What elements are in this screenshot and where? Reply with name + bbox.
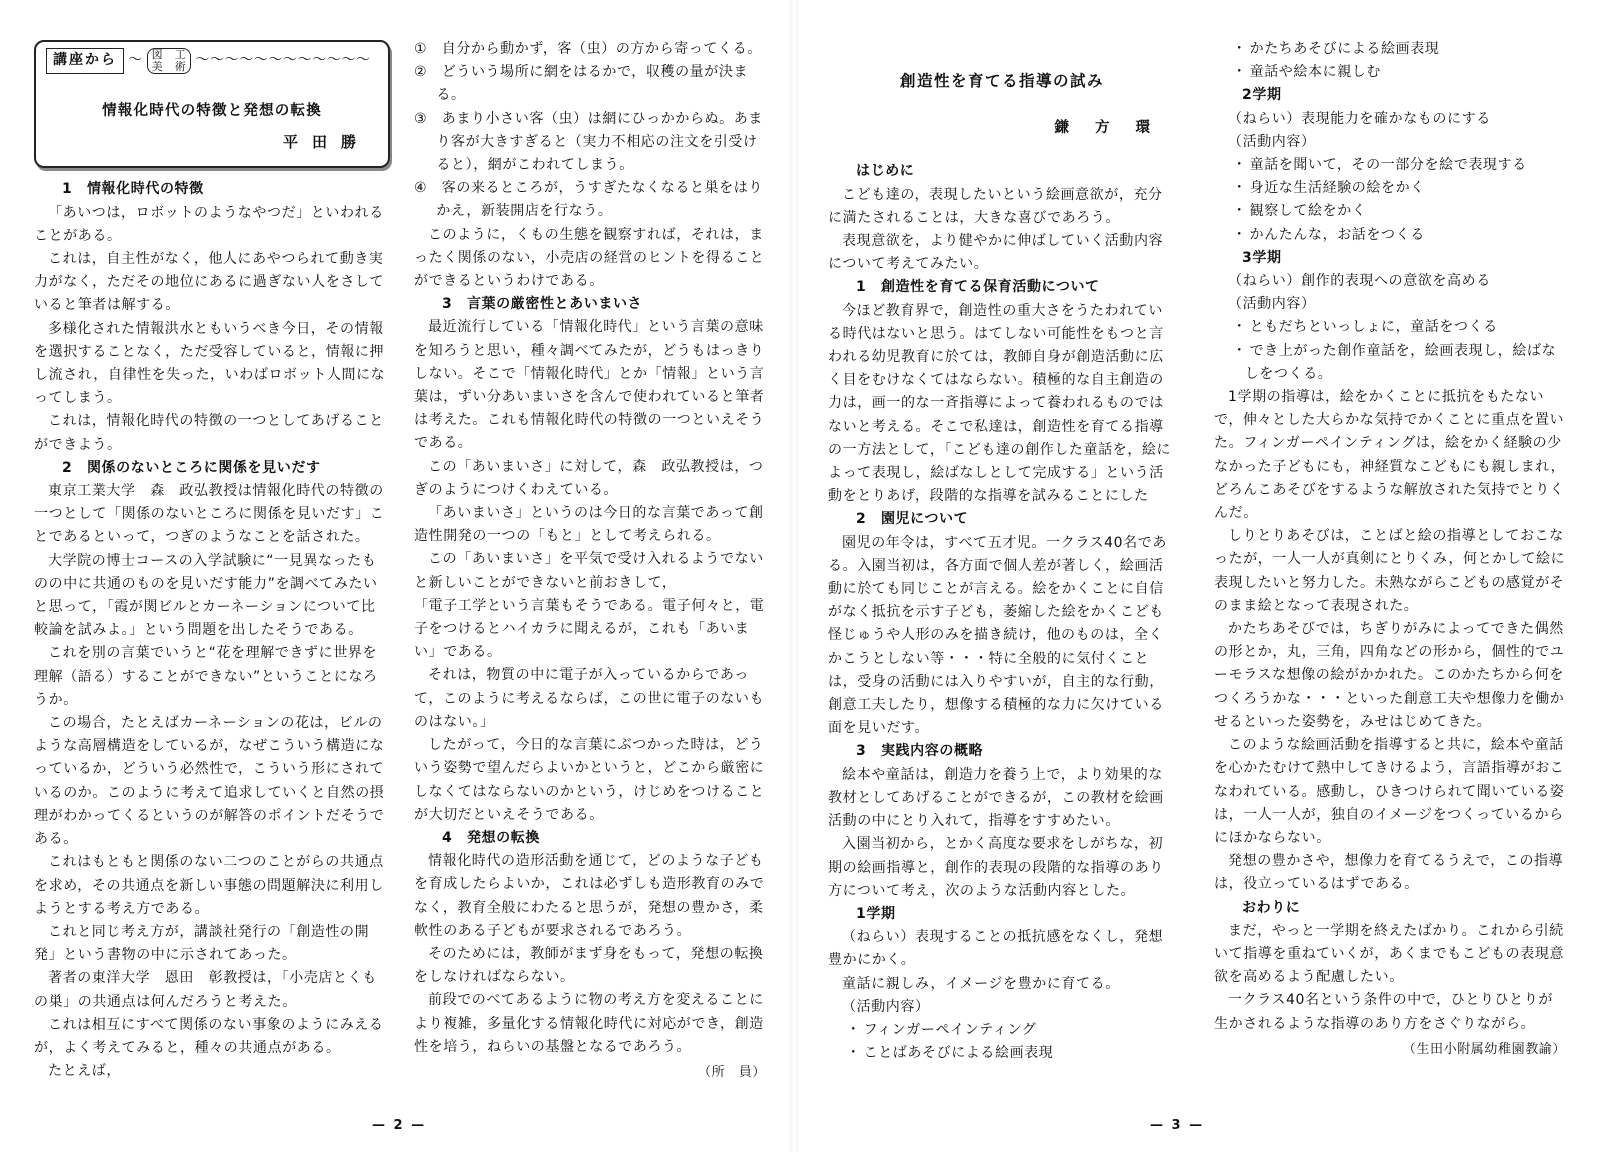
section-heading: 3 言葉の厳密性とあいまいさ <box>442 296 643 313</box>
paragraph: 大学院の博士コースの入学試験に“一見異なったものの中に共通のものを見いだす能力”を調べてみたいと思って，「霞が関ビルとカーネーションについて比較論を試みよ。」という問題を出したそうである。 <box>34 552 378 639</box>
article-body <box>828 160 1176 1065</box>
course-header <box>46 48 378 74</box>
paragraph: 表現意欲を，より健やかに伸ばしていく活動内容について考えてみたい。 <box>828 233 1164 273</box>
section-heading: はじめに <box>856 163 915 180</box>
paragraph: 著者の東洋大学 恩田 彰教授は，「小売店とくもの巣」の共通点は何んだろうと考えた。 <box>34 970 377 1010</box>
page-gutter <box>790 0 798 1152</box>
paragraph: 「あいつは，ロボットのようなやつだ」といわれることがある。 <box>34 204 384 244</box>
term-heading: 2学期 <box>1242 87 1282 104</box>
paragraph: 一クラス40名という条件の中で，ひとりひとりが生かされるような指導のあり方をさぐりながら。 <box>1214 992 1553 1032</box>
paragraph: （ねらい）創作的表現への意欲を高める <box>1228 273 1491 290</box>
section-heading: 1 創造性を育てる保育活動について <box>856 279 1100 296</box>
paragraph: これと同じ考え方が，講談社発行の「創造性の開発」という書物の中に示されてあった。 <box>34 923 370 964</box>
paragraph: 東京工業大学 森 政弘教授は情報化時代の特徴の一つとして「関係のないところに関係を見いだす」ことであるといって，つぎのようなことを話された。 <box>34 483 385 546</box>
paragraph: 童話に親しみ，イメージを豊かに育てる。 <box>842 975 1120 992</box>
paragraph: 園児の年令は，すべて五才児。一クラス40名である。入園当初は，各方面で個人差が著しく，絵画活動に於ても同じことが言える。絵をかくことに自信がなく抵抗を示す子ども，萎縮した絵をかくこども怪じゅうや人形のみを描き続け，他のものは，全くかこうとしない等・・・特に全般的に気付くことは，受身の活動には入りやすいが，自主的な行動，創意工夫したり，想像する積極的な力に欠けている面を見いだす。 <box>828 534 1167 737</box>
paragraph: かたちあそびでは，ちぎりがみによってできた偶然の形とか，丸，三角，四角などの形から，個性的でユーモラスな想像の絵がかかれた。このかたちから何をつくろうかな・・・といった創意工夫や想像力を働かせるといった姿勢を，みせはじめてきた。 <box>1214 621 1565 730</box>
page-number-right: — 3 — <box>1150 1118 1205 1133</box>
paragraph: （活動内容） <box>1228 296 1316 313</box>
article-title: 創造性を育てる指導の試み <box>899 72 1104 90</box>
numbered-item: ① 自分から動かず，客（虫）の方から寄ってくる。 <box>414 41 762 57</box>
article-author: 平田勝 <box>282 133 370 152</box>
section-heading: おわりに <box>1242 899 1301 916</box>
section-heading: 2 関係のないところに関係を見いだす <box>62 459 321 476</box>
page2-column1 <box>34 38 390 1083</box>
author-affiliation: （所 員） <box>697 1064 766 1080</box>
article-body <box>1214 38 1566 1036</box>
subject-badge <box>147 48 192 74</box>
paragraph: これは，情報化時代の特徴の一つとしてあげることができよう。 <box>34 413 384 453</box>
paragraph: この「あいまいさ」に対して，森 政弘教授は，つぎのようにつけくわえている。 <box>414 458 764 498</box>
paragraph: 入園当初から，とかく高度な要求をしがちな，初期の絵画指導と，創作的表現の段階的な指導のあり方について考え，次のような活動内容とした。 <box>828 836 1164 899</box>
page-number-left: — 2 — <box>372 1118 427 1133</box>
article-body <box>34 178 390 1083</box>
page2-column2 <box>414 38 766 1084</box>
paragraph: この「あいまいさ」を平気で受け入れるようでないと新しいことができないと前おきして， <box>414 551 764 591</box>
article-author: 鎌方環 <box>1054 120 1176 137</box>
bullet-item: ・ フィンガーペインティング <box>828 1019 1176 1042</box>
paragraph: 最近流行している「情報化時代」という言葉の意味を知ろうと思い，種々調べてみたが，どうもはっきりしない。そこで「情報化時代」とか「情報」という言葉は，ずい分あいまいさを含んで使われていると筆者は考えた。これも情報化時代の特徴の一つといえそうである。 <box>414 319 765 452</box>
paragraph: これは，自主性がなく，他人にあやつられて動き実力がなく，ただその地位にあるに過ぎない人をさしていると筆者は解する。 <box>34 251 385 314</box>
course-tag: 講座から <box>46 48 124 73</box>
paragraph: 情報化時代の造形活動を通じて，どのような子どもを育成したらよいか，これは必ずしも造形教育のみでなく，教育全般にわたると思うが，発想の豊かさ，柔軟性のある子どもが要求されるであろう。 <box>414 853 765 939</box>
paragraph: こども達の，表現したいという絵画意欲が，充分に満たされることは，大きな喜びであろう。 <box>828 186 1163 226</box>
paragraph: これはもともと関係のない二つのことがらの共通点を求め，その共通点を新しい事態の問題解決に利用しようとする考え方である。 <box>34 854 384 917</box>
paragraph: （活動内容） <box>842 998 930 1015</box>
paragraph: 発想の豊かさや，想像力を育てるうえで，この指導は，役立っているはずである。 <box>1214 853 1564 893</box>
paragraph: しりとりあそびは，ことばと絵の指導としておこなったが，一人一人が真剣にとりくみ，何とかして絵に表現したいと努力した。未熟ながらこどもの感覚がそのまま絵となって表現された。 <box>1214 528 1566 614</box>
bullet-item: ・ 童話や絵本に親しむ <box>1214 61 1566 84</box>
paragraph: そのためには，教師がまず身をもって，発想の転換をしなければならない。 <box>414 945 764 986</box>
page3-column1 <box>828 38 1176 1065</box>
bullet-item: ・ かんたんな，お話をつくる <box>1214 224 1566 247</box>
article-header-box <box>34 40 390 168</box>
section-heading: 4 発想の転換 <box>442 829 540 846</box>
paragraph: （活動内容） <box>1228 133 1316 150</box>
bullet-item: ・ かたちあそびによる絵画表現 <box>1214 38 1566 61</box>
bullet-item: ・ ともだちといっしょに，童話をつくる <box>1214 316 1566 339</box>
paragraph: 「あいまいさ」というのは今日的な言葉であって創造性開発の一つの「もと」として考えられる。 <box>414 505 764 545</box>
article-body <box>414 38 766 1059</box>
numbered-item: ④ 客の来るところが，うすぎたなくなると巣をはりかえ，新装開店を行なう。 <box>414 180 763 220</box>
subject-bottom: 美 術 <box>151 60 187 73</box>
paragraph: 今ほど教育界で，創造性の重大さをうたわれている時代はないと思う。はてしない可能性をもつと言われる幼児教育に於ては，教師自身が創造活動に広く目をむけなくてはならない。積極的な自主創造の力は，画一的な一斉指導によって養われるものではないと考える。そこで私達は，創造性を育てる指導の一方法として，「こども達の創作した童話を，絵によって表現し，絵ばなしとして完成する」という活動をとりあげ，段階的な指導を試みることにした <box>828 302 1172 505</box>
wave-line-icon: 〜〜〜〜〜〜〜〜〜〜〜〜 <box>195 52 371 69</box>
paragraph: 1学期の指導は，絵をかくことに抵抗をもたないで，伸々とした大らかな気持でかくことに重点を置いた。フィンガーペインティングは，絵をかく経験の少なかった子どもにも，神経質なこどもにも親しまれ，どろんこあそびをするような解放された気持でとりくんだ。 <box>1214 389 1566 522</box>
numbered-item: ② どういう場所に網をはるかで，収穫の量が決まる。 <box>414 64 749 104</box>
bullet-item: ・ 身近な生活経験の絵をかく <box>1214 177 1566 200</box>
paragraph: このような絵画活動を指導すると共に，絵本や童話を心かたむけて熱中してきけるよう，言語指導がおこなわれている。感動し，ひきつけられて聞いている姿は，一人一人が，独自のイメージをつくっているからにほかならない。 <box>1214 737 1565 846</box>
article-title: 情報化時代の特徴と発想の転換 <box>102 103 322 119</box>
paragraph: これは相互にすべて関係のない事象のようにみえるが，よく考えてみると，種々の共通点がある。 <box>34 1016 384 1056</box>
section-heading: 3 実践内容の概略 <box>856 743 984 760</box>
paragraph: この場合，たとえばカーネーションの花は，ビルのような高層構造をしているが，なぜこういう構造になっているか，どういう必然性で，こういう形にされているのか。このように考えて追求していくと自然の摂理がわかってくるというのが解答のポイントだそうである。 <box>34 715 385 848</box>
wave-line-icon: 〜 <box>128 52 143 69</box>
paragraph: これを別の言葉でいうと“花を理解できずに世界を理解（語る）することができない”ということになろうか。 <box>34 645 378 708</box>
paragraph: 「電子工学という言葉もそうである。電子何々と，電子をつけるとハイカラに聞えるが，これも「あいまい」である。 <box>414 597 765 661</box>
bullet-item: ・ 童話を聞いて，その一部分を絵で表現する <box>1214 154 1566 177</box>
numbered-item: ③ あまり小さい客（虫）は網にひっかからぬ。あまり客が大きすぎると（実力不相応の注文を引受けると），網がこわれてしまう。 <box>414 110 763 174</box>
bullet-item: ・ 観察して絵をかく <box>1214 200 1566 223</box>
paragraph: たとえば， <box>48 1063 121 1080</box>
subject-top: 図 工 <box>151 48 187 61</box>
page3-column2 <box>1214 38 1566 1061</box>
paragraph: まだ，やっと一学期を終えたばかり。これから引続いて指導を重ねていくが，あくまでもこどもの表現意欲を高めるよう配慮したい。 <box>1214 922 1565 986</box>
bullet-item: ・ でき上がった創作童話を，絵画表現し，絵ばなしをつくる。 <box>1214 340 1566 386</box>
paragraph: 絵本や童話は，創造力を養う上で，より効果的な教材としてあげることができるが，この教材を絵画活動の中にとり入れて，指導をすすめたい。 <box>828 766 1164 830</box>
paragraph: （ねらい）表現能力を確かなものにする <box>1228 110 1491 127</box>
bullet-item: ・ ことばあそびによる絵画表現 <box>828 1042 1176 1065</box>
term-heading: 3学期 <box>1242 249 1282 266</box>
paragraph: （ねらい）表現することの抵抗感をなくし，発想豊かにかく。 <box>828 929 1164 969</box>
term-heading: 1学期 <box>856 905 896 922</box>
section-heading: 2 園児について <box>856 511 969 528</box>
paragraph: 前段でのべてあるように物の考え方を変えることにより複雑，多量化する情報化時代に対応ができ，創造性を培う，ねらいの基盤となるであろう。 <box>414 992 764 1055</box>
paragraph: このように，くもの生態を観察すれば，それは，まったく関係のない，小売店の経営のヒントを得ることができるというわけである。 <box>414 226 765 290</box>
paragraph: それは，物質の中に電子が入っているからであって，このように考えるならば，この世に電子のないものはない。」 <box>414 667 765 730</box>
section-heading: 1 情報化時代の特徴 <box>62 181 204 198</box>
paragraph: 多様化された情報洪水ともいうべき今日，その情報を選択することなく，ただ受容していると，情報に押し流され，自律性を失った，いわばロボット人間になってしまう。 <box>34 320 386 407</box>
author-affiliation: （生田小附属幼稚園教諭） <box>1402 1041 1566 1057</box>
paragraph: したがって，今日的な言葉にぶつかった時は，どういう姿勢で望んだらよいかというと，どこから厳密にしなくてはならないのかという，けじめをつけることが大切だといえそうである。 <box>414 737 765 823</box>
